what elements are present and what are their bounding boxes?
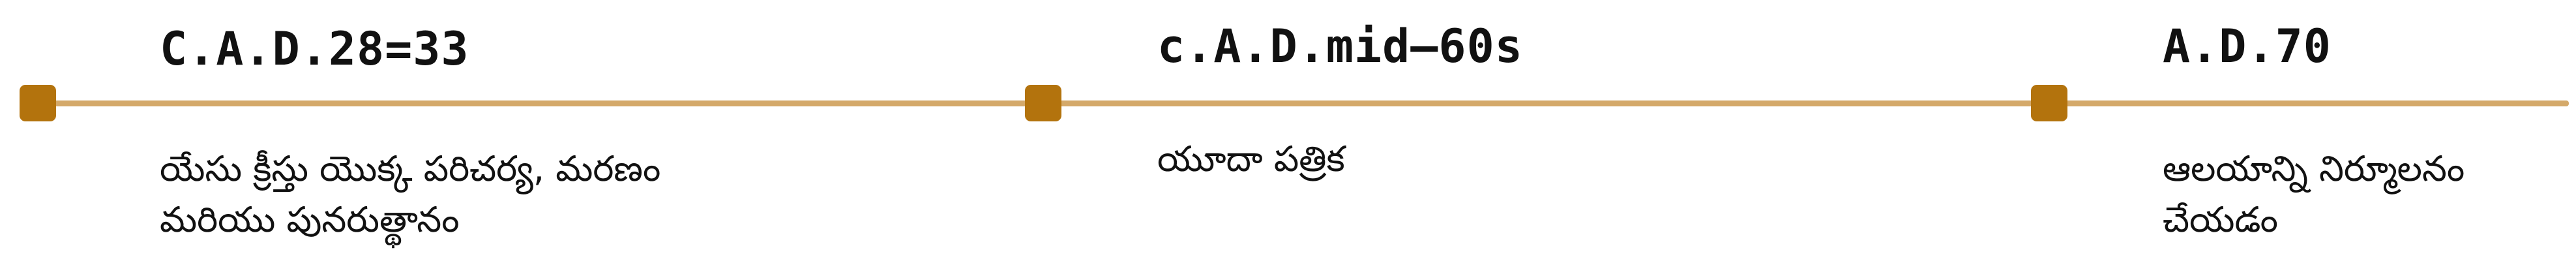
timeline-marker-1 (20, 85, 56, 121)
event-date-2: c.A.D.mid—60s (1157, 20, 1523, 73)
event-description-2: యూదా పత్రిక (1157, 138, 1345, 179)
timeline-marker-2 (1025, 85, 1061, 121)
event-date-3: A.D.70 (2163, 20, 2332, 73)
event-description-3: ఆలయాన్ని నిర్మూలనం చేయడం (2163, 148, 2465, 241)
event-date-1: C.A.D.28=33 (160, 22, 469, 76)
event-description-1: యేసు క్రీస్తు యొక్క పరిచర్య, మరణం మరియు పునరుత్థానం (160, 148, 661, 241)
timeline-marker-3 (2031, 85, 2067, 121)
timeline-axis-line (26, 100, 2569, 106)
